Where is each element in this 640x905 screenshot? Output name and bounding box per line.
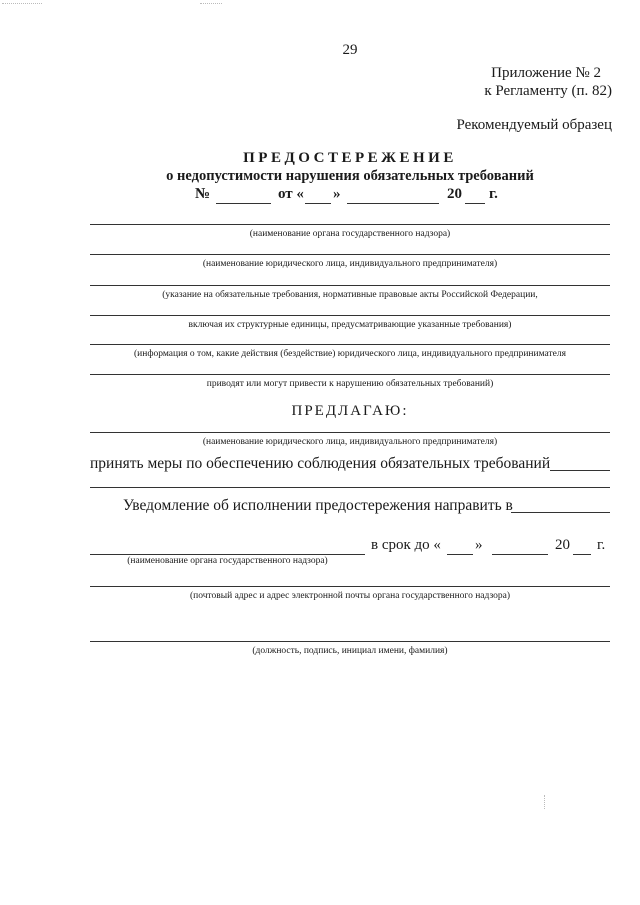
document-heading: ПРЕДОСТЕРЕЖЕНИЕ [243, 150, 457, 166]
deadline-day-field[interactable] [447, 554, 473, 555]
scan-dots [544, 795, 547, 809]
appendix-line-1: Приложение № 2 [491, 65, 601, 81]
actions-caption-2: приводят или могут привести к нарушению обязательных требований) [206, 379, 494, 389]
number-sign: № [195, 186, 211, 202]
actions-caption-1: (информация о том, какие действия (бездействие) юридического лица, индивидуального предпринимателя [134, 349, 566, 359]
entity-field[interactable] [90, 254, 610, 255]
scan-mark [200, 3, 222, 4]
deadline-month-field[interactable] [492, 554, 548, 555]
year-field[interactable] [465, 203, 485, 204]
day-field[interactable] [305, 203, 331, 204]
measures-field-2[interactable] [90, 487, 610, 488]
entity-caption: (наименование юридического лица, индивидуального предпринимателя) [202, 259, 498, 269]
requirements-caption-2: включая их структурные единицы, предусматривающие указанные требования) [188, 320, 512, 330]
address-field[interactable] [90, 586, 610, 587]
year-prefix: 20 [447, 186, 462, 202]
deadline-year-prefix: 20 [555, 537, 570, 553]
month-field[interactable] [347, 203, 439, 204]
year-suffix: г. [489, 186, 498, 202]
notify-field[interactable] [511, 512, 610, 513]
scan-mark [2, 3, 42, 4]
quote-close: » [333, 186, 341, 202]
address-caption: (почтовый адрес и адрес электронной почты органа государственного надзора) [189, 591, 511, 601]
authority-field-2[interactable] [90, 554, 365, 555]
deadline-prefix: в срок до « [371, 537, 441, 553]
notify-text: Уведомление об исполнении предостережения направить в [123, 497, 513, 514]
entity-caption-2: (наименование юридического лица, индивидуального предпринимателя) [202, 437, 498, 447]
requirements-field-2[interactable] [90, 315, 610, 316]
deadline-year-suffix: г. [597, 537, 606, 553]
deadline-quote-close: » [475, 537, 483, 553]
requirements-field[interactable] [90, 285, 610, 286]
actions-field-2[interactable] [90, 374, 610, 375]
from-label: от « [278, 186, 304, 202]
document-subheading: о недопустимости нарушения обязательных требований [166, 168, 534, 184]
authority-field[interactable] [90, 224, 610, 225]
signature-field[interactable] [90, 641, 610, 642]
number-field[interactable] [216, 203, 271, 204]
authority-caption-2: (наименование органа государственного надзора) [127, 556, 328, 566]
page-number: 29 [342, 42, 358, 58]
measures-text: принять меры по обеспечению соблюдения обязательных требований [90, 455, 551, 472]
appendix-line-2: к Регламенту (п. 82) [484, 83, 612, 99]
actions-field[interactable] [90, 344, 610, 345]
authority-caption: (наименование органа государственного надзора) [249, 229, 451, 239]
sample-note: Рекомендуемый образец [456, 117, 612, 133]
signature-caption: (должность, подпись, инициал имени, фамилия) [252, 646, 448, 656]
requirements-caption-1: (указание на обязательные требования, нормативные правовые акты Российской Федерации, [162, 290, 538, 300]
entity-field-2[interactable] [90, 432, 610, 433]
deadline-year-field[interactable] [573, 554, 591, 555]
propose-heading: ПРЕДЛАГАЮ: [291, 403, 409, 419]
measures-field[interactable] [550, 470, 610, 471]
